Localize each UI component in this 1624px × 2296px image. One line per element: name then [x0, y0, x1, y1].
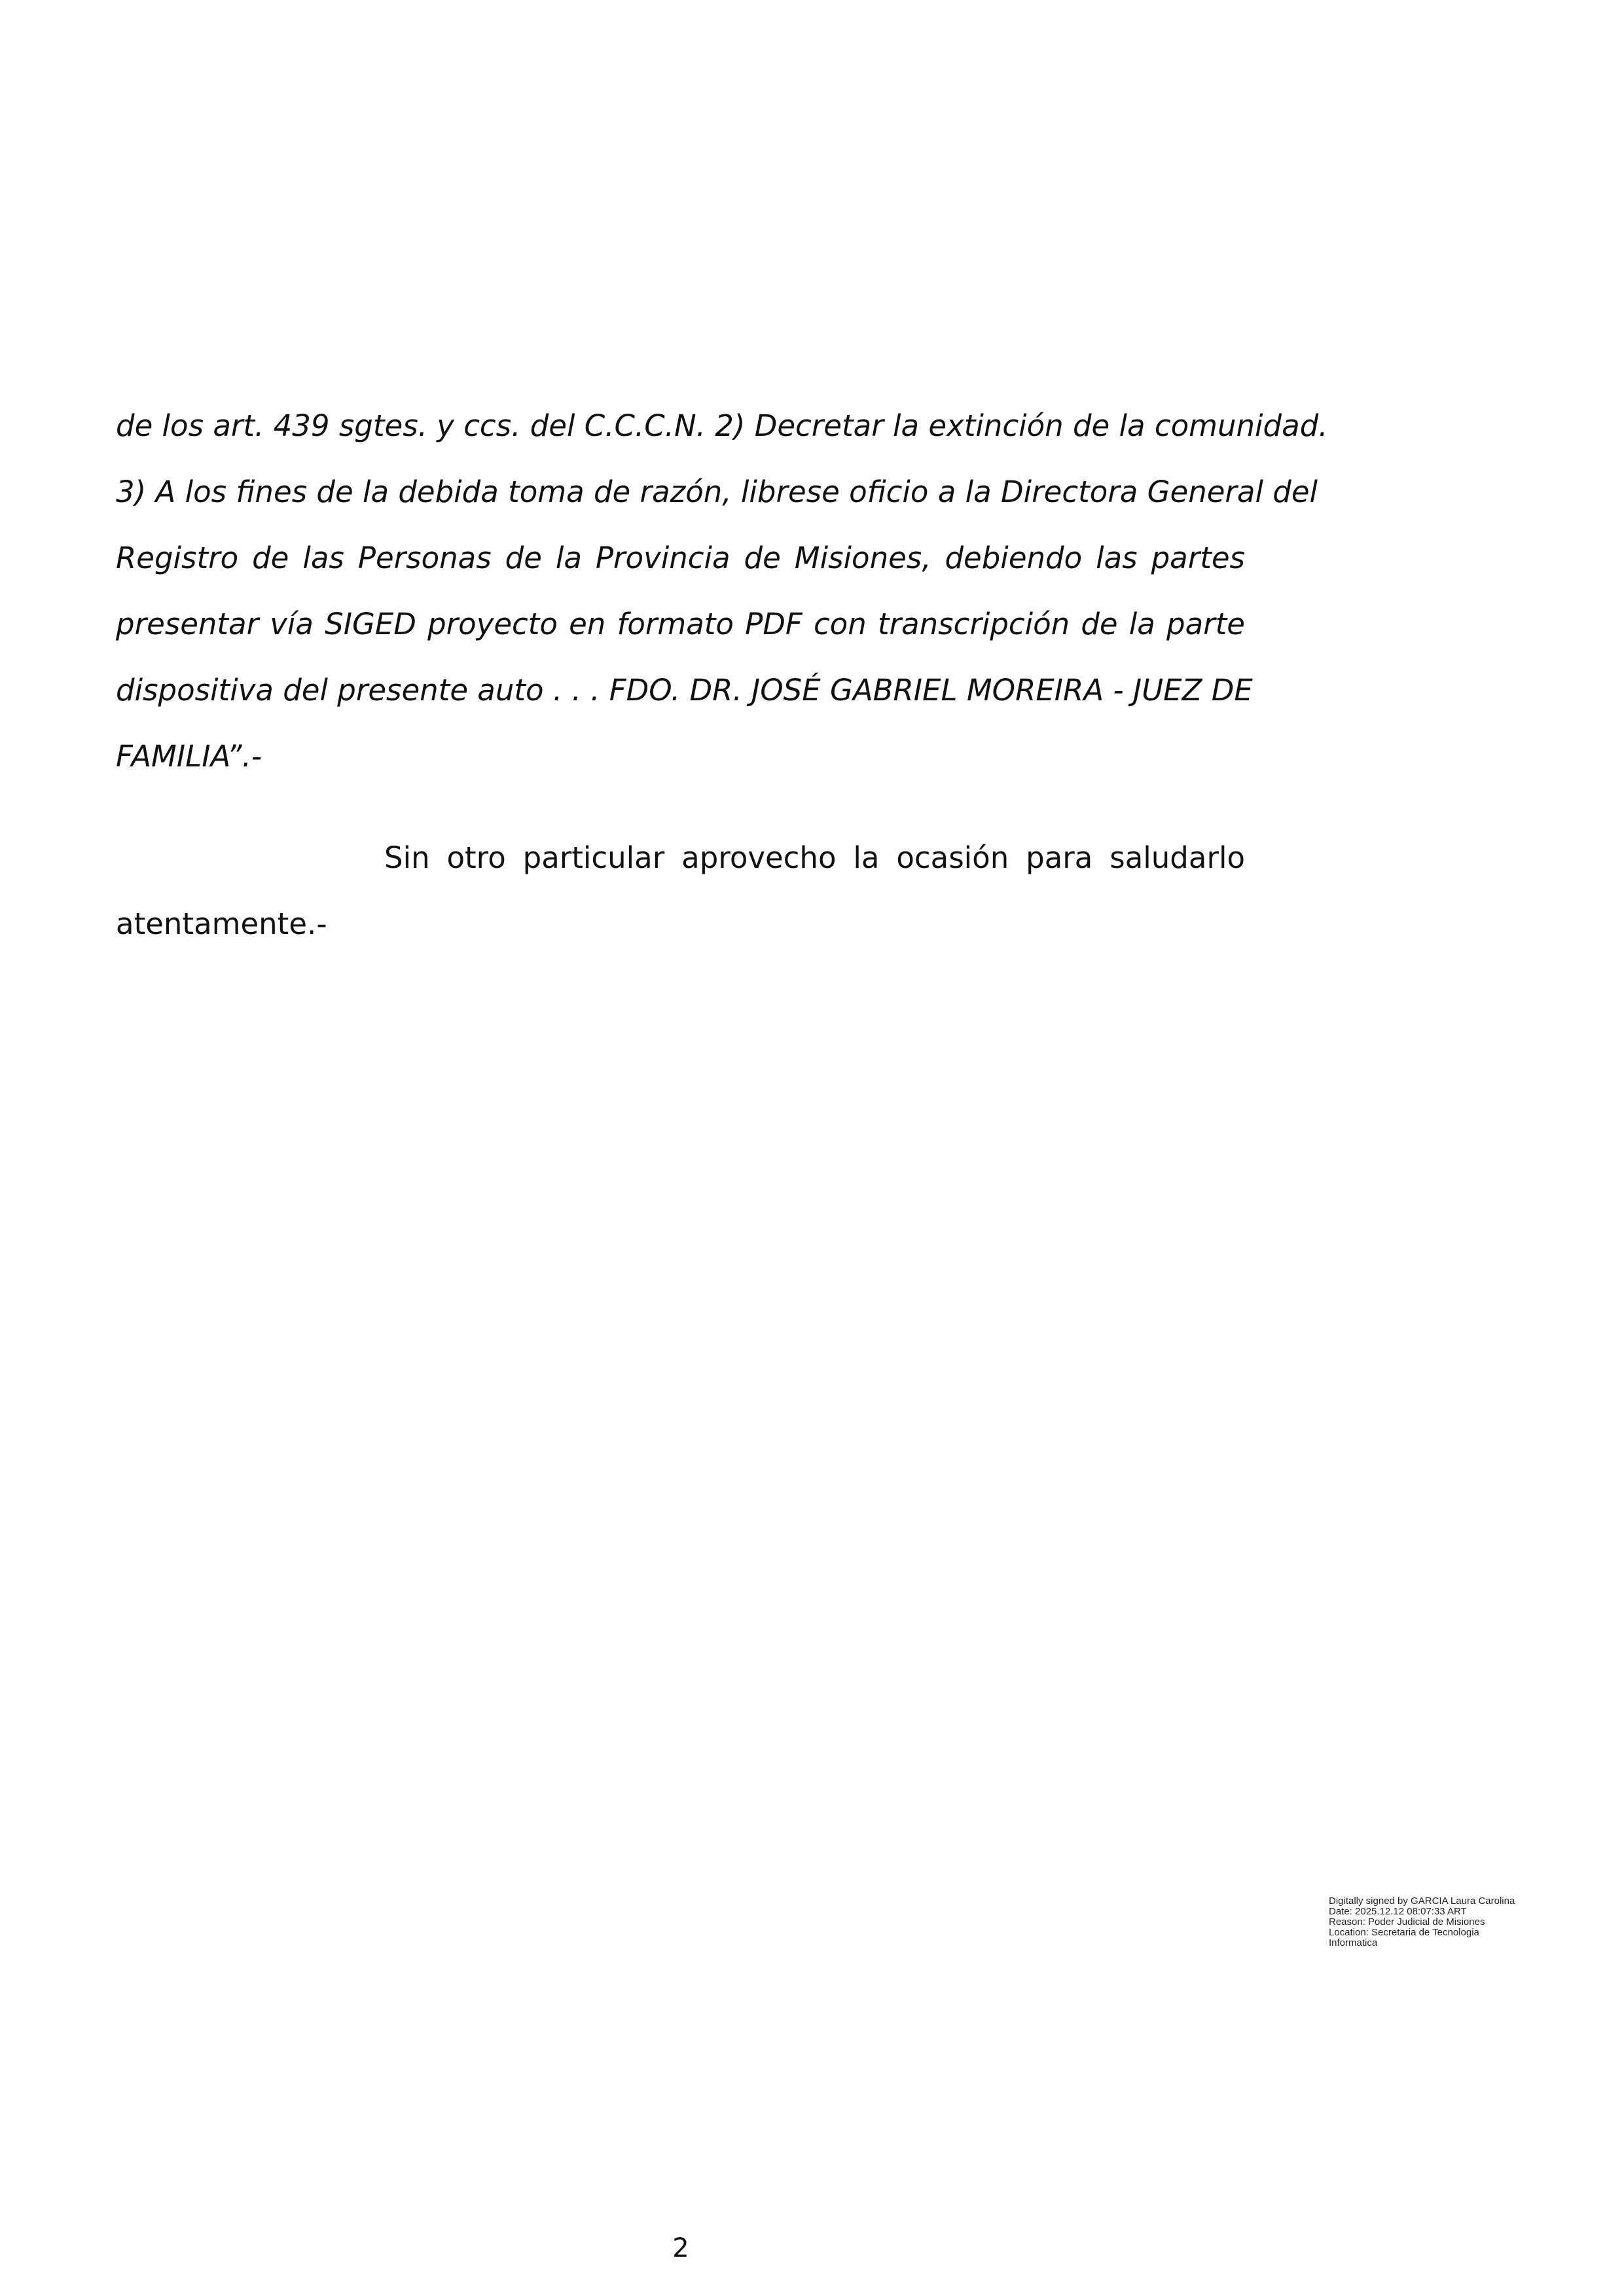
quote-line: de los art. 439 sgtes. y ccs. del C.C.C.N. 2) Decretar la extinción de la comunidad.: [116, 408, 1328, 443]
quoted-resolution-text: [116, 393, 1328, 789]
closing-line: atentamente.-: [116, 906, 327, 941]
quote-line: 3) A los fines de la debida toma de razón, librese oficio a la Directora General del: [116, 475, 1318, 509]
signature-date: Date: 2025.12.12 08:07:33 ART: [1329, 1906, 1467, 1917]
signature-location-cont: Informatica: [1329, 1937, 1378, 1948]
page-number: 2: [672, 2233, 689, 2263]
closing-paragraph: [116, 825, 1245, 957]
digital-signature-stamp: [1329, 1896, 1564, 1948]
signature-location: Location: Secretaria de Tecnologia: [1329, 1927, 1479, 1938]
signature-signer: Digitally signed by GARCIA Laura Carolina: [1329, 1895, 1515, 1907]
quote-line: FAMILIA”.-: [116, 739, 262, 774]
signature-reason: Reason: Poder Judicial de Misiones: [1329, 1916, 1485, 1928]
quote-line: dispositiva del presente auto . . . FDO. DR. JOSÉ GABRIEL MOREIRA - JUEZ DE: [116, 673, 1253, 708]
quote-line: presentar vía SIGED proyecto en formato PDF con transcripción de la parte: [116, 607, 1245, 641]
closing-line: Sin otro particular aprovecho la ocasión para saludarlo: [384, 840, 1245, 875]
quote-line: Registro de las Personas de la Provincia de Misiones, debiendo las partes: [116, 541, 1245, 575]
